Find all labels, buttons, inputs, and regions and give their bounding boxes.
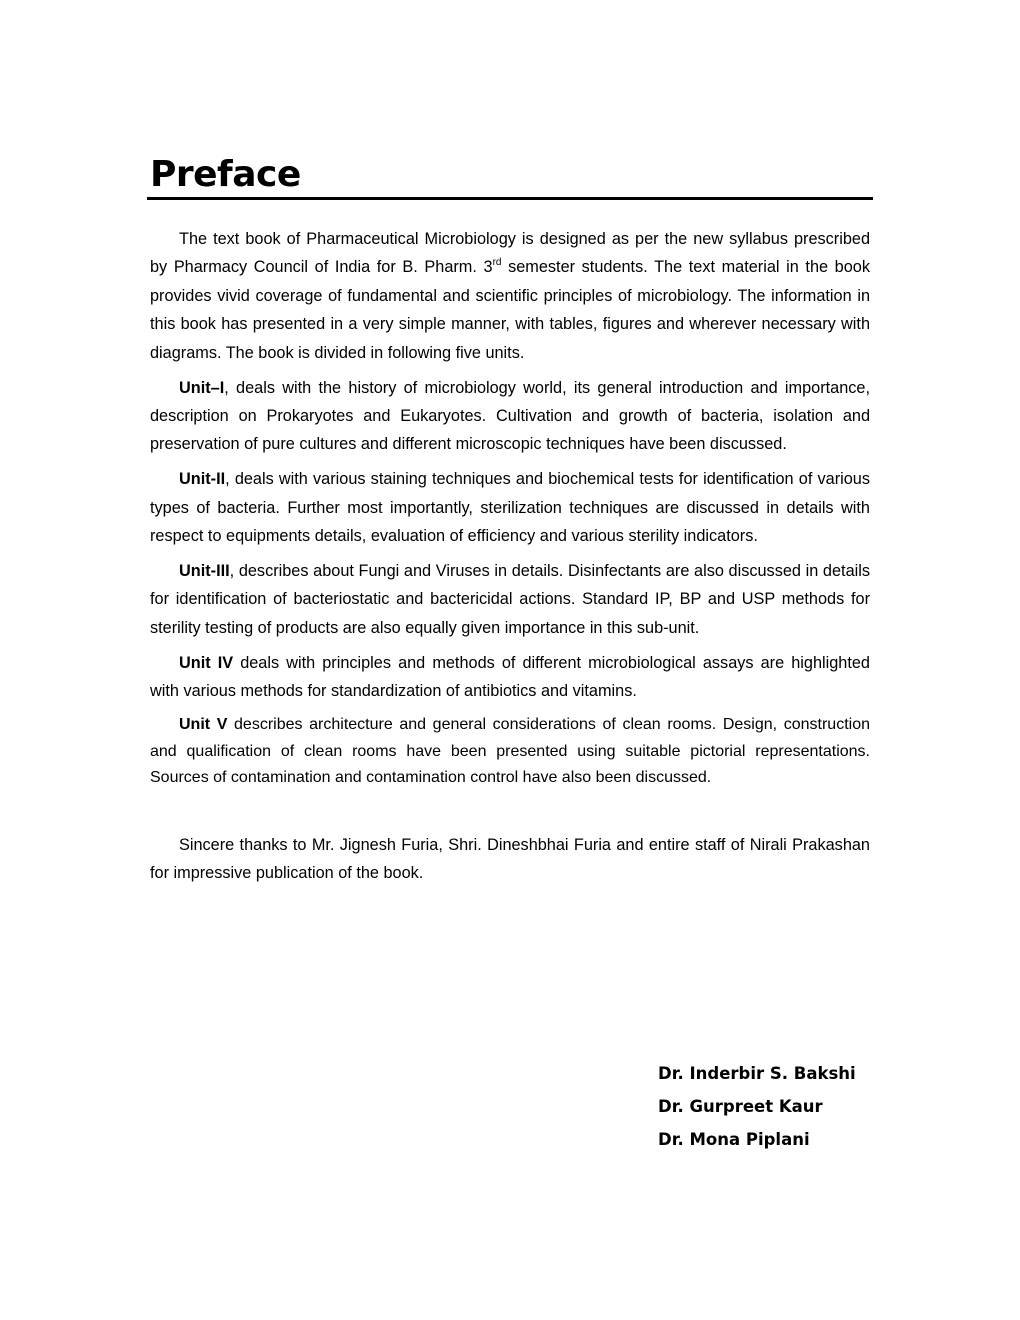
unit-3-text: , describes about Fungi and Viruses in details. Disinfectants are also discussed in details for identification of bacteriostatic and bactericidal actions. Standard IP, BP and USP methods for sterility testing of products are also equally given importance in this sub-unit. — [150, 561, 870, 637]
page-title: Preface — [150, 154, 301, 195]
unit-4-paragraph — [150, 649, 870, 706]
title-underline — [147, 197, 873, 200]
thanks-paragraph: Sincere thanks to Mr. Jignesh Furia, Shri. Dineshbhai Furia and entire staff of Nirali Prakashan for impressive publication of the book. — [150, 835, 870, 882]
author-name: Dr. Inderbir S. Bakshi — [658, 1064, 856, 1083]
intro-text-part2: semester students. The text material in the book provides vivid coverage of fundamental and scientific principles of microbiology. The information in this book has presented in a very simple manner, with tables, figures and wherever necessary with diagrams. The book is divided in following five units. — [150, 258, 870, 362]
unit-3-paragraph — [150, 557, 870, 642]
unit-1-paragraph — [150, 374, 870, 459]
preface-body — [150, 225, 870, 894]
unit-5-paragraph — [150, 712, 870, 792]
unit-5-heading: Unit V — [179, 716, 228, 733]
intro-superscript: rd — [492, 257, 502, 269]
intro-text-part1: The text book of Pharmaceutical Microbiology is designed as per the new syllabus prescribed by Pharmacy Council of India for B. Pharm. 3 — [150, 230, 870, 277]
unit-2-text: , deals with various staining techniques and biochemical tests for identification of various types of bacteria. Further most importantly, sterilization techniques are discussed in details with respect to equipments details, evaluation of efficiency and various sterility indicators. — [150, 470, 870, 546]
unit-2-heading: Unit-II — [179, 470, 226, 489]
unit-4-heading: Unit IV — [179, 653, 234, 672]
unit-5-text: describes architecture and general considerations of clean rooms. Design, construction and qualification of clean rooms have been presented using suitable pictorial representations. Sources of contamination and contamination control have also been discussed. — [150, 716, 870, 786]
unit-1-heading: Unit–I — [179, 378, 225, 397]
author-name: Dr. Gurpreet Kaur — [658, 1097, 823, 1117]
intro-paragraph — [150, 225, 870, 367]
author-name: Dr. Mona Piplani — [658, 1130, 810, 1150]
unit-2-paragraph — [150, 465, 870, 550]
author-signatures — [658, 1057, 856, 1157]
unit-4-text: deals with principles and methods of different microbiological assays are highlighted with various methods for standardization of antibiotics and vitamins. — [150, 653, 870, 701]
unit-3-heading: Unit-III — [179, 561, 230, 580]
unit-1-text: , deals with the history of microbiology world, its general introduction and importance, description on Prokaryotes and Eukaryotes. Cultivation and growth of bacteria, isolation and preservation of pure cultures and different microscopic techniques have been discussed. — [150, 378, 870, 454]
